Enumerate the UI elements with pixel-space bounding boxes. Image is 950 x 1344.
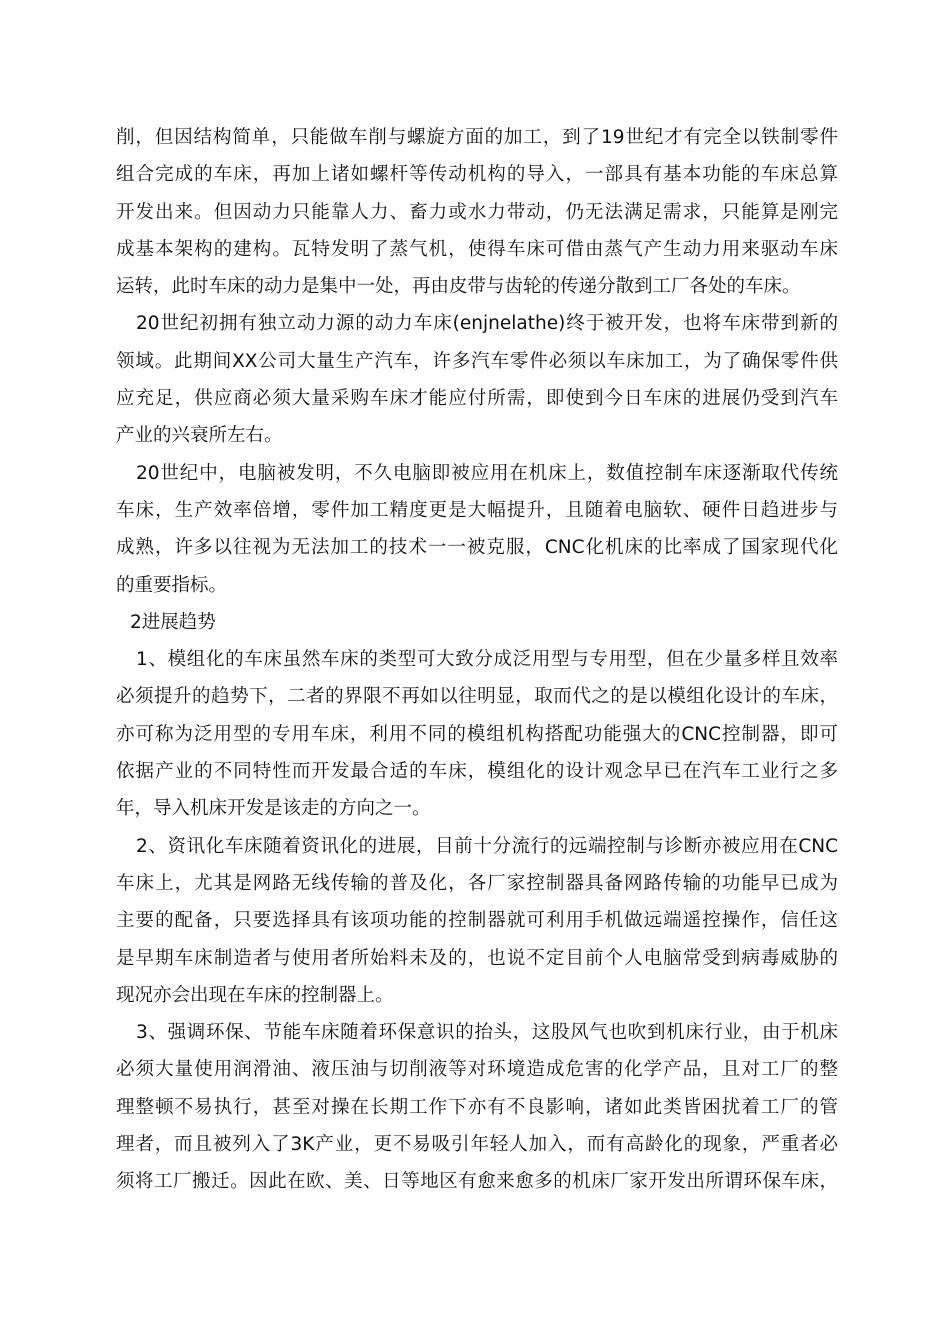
paragraph xyxy=(116,305,838,454)
text-line: 2进展趋势 xyxy=(130,611,216,633)
text-line: 现况亦会出现在车床的控制器上。 xyxy=(116,984,394,1006)
text-line: 应充足，供应商必须大量采购车床才能应付所需，即使到今日车床的进展仍受到汽车 xyxy=(116,388,838,410)
text-line: 1、模组化的车床虽然车床的类型可大致分成泛用型与专用型，但在少量多样且效率 xyxy=(136,649,838,671)
text-line: 20世纪初拥有独立动力源的动力车床(enjnelathe)终于被开发，也将车床带到新的 xyxy=(136,313,838,335)
text-line: 理整顿不易执行，甚至对操在长期工作下亦有不良影响，诸如此类皆困扰着工厂的管 xyxy=(116,1096,838,1118)
text-line: 年，导入机床开发是该走的方向之一。 xyxy=(116,798,431,820)
text-line: 2、资讯化车床随着资讯化的进展，目前十分流行的远端控制与诊断亦被应用在CNC xyxy=(136,835,838,857)
text-line: 成熟，许多以往视为无法加工的技术一一被克服，CNC化机床的比率成了国家现代化 xyxy=(116,537,838,559)
text-line: 20世纪中，电脑被发明，不久电脑即被应用在机床上，数值控制车床逐渐取代传统 xyxy=(136,462,838,484)
paragraph xyxy=(116,119,838,305)
text-line: 车床，生产效率倍增，零件加工精度更是大幅提升，且随着电脑软、硬件日趋进步与 xyxy=(116,499,838,521)
text-line: 成基本架构的建构。瓦特发明了蒸气机，使得车床可借由蒸气产生动力用来驱动车床 xyxy=(116,238,838,260)
text-line: 车床上，尤其是网路无线传输的普及化，各厂家控制器具备网路传输的功能早已成为 xyxy=(116,872,838,894)
text-line: 必须大量使用润滑油、液压油与切削液等对环境造成危害的化学产品，且对工厂的整 xyxy=(116,1059,838,1081)
text-line: 亦可称为泛用型的专用车床，利用不同的模组机构搭配功能强大的CNC控制器，即可 xyxy=(116,723,838,745)
text-line: 削，但因结构简单，只能做车削与螺旋方面的加工，到了19世纪才有完全以铁制零件 xyxy=(116,127,838,148)
text-line: 必须提升的趋势下，二者的界限不再如以往明显，取而代之的是以模组化设计的车床， xyxy=(116,686,838,708)
text-line: 组合完成的车床，再加上诸如螺杆等传动机构的导入，一部具有基本功能的车床总算 xyxy=(116,164,838,186)
paragraph xyxy=(116,828,838,1014)
paragraph xyxy=(116,1014,838,1200)
text-line: 产业的兴衰所左右。 xyxy=(116,425,283,447)
body-text xyxy=(116,119,838,1201)
text-line: 的重要指标。 xyxy=(116,574,228,596)
text-line: 是早期车床制造者与使用者所始料未及的，也说不定目前个人电脑常受到病毒威胁的 xyxy=(116,947,838,969)
text-line: 开发出来。但因动力只能靠人力、畜力或水力带动，仍无法满足需求，只能算是刚完 xyxy=(116,201,838,223)
paragraph xyxy=(116,455,838,604)
text-line: 依据产业的不同特性而开发最合适的车床，模组化的设计观念早已在汽车工业行之多 xyxy=(116,761,838,783)
text-line: 须将工厂搬迁。因此在欧、美、日等地区有愈来愈多的机床厂家开发出所谓环保车床， xyxy=(116,1171,838,1193)
text-line: 领域。此期间XX公司大量生产汽车，许多汽车零件必须以车床加工，为了确保零件供 xyxy=(116,350,838,372)
text-line: 主要的配备，只要选择具有该项功能的控制器就可利用手机做远端遥控操作，信任这 xyxy=(116,910,838,932)
paragraph xyxy=(116,641,838,827)
text-line: 运转，此时车床的动力是集中一处，再由皮带与齿轮的传递分散到工厂各处的车床。 xyxy=(116,276,801,298)
text-line: 3、强调环保、节能车床随着环保意识的抬头，这股风气也吹到机床行业，由于机床 xyxy=(136,1022,838,1044)
section-heading xyxy=(116,604,838,641)
text-line: 理者，而且被列入了3K产业，更不易吸引年轻人加入，而有高龄化的现象，严重者必 xyxy=(116,1134,838,1156)
